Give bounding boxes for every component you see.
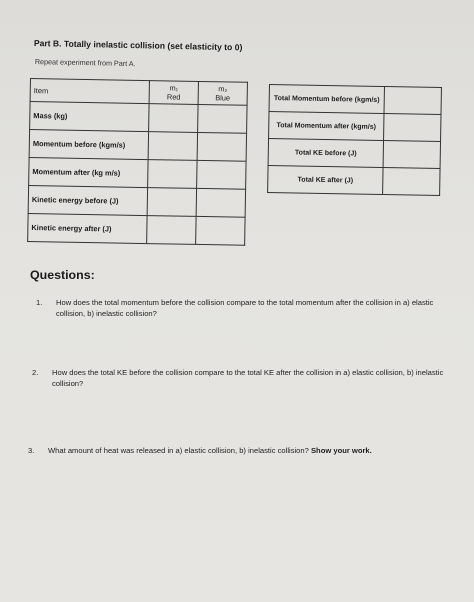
- row-label-ke-after: Kinetic energy after (J): [28, 213, 147, 243]
- row-label-total-momentum-after: Total Momentum after (kgm/s): [269, 112, 384, 141]
- total-ke-before-cell[interactable]: [383, 141, 440, 169]
- question-text: What amount of heat was released in a) elastic collision, b) inelastic collision?: [48, 446, 309, 455]
- table-row: [269, 85, 441, 115]
- mass-m2-cell[interactable]: [198, 104, 247, 133]
- individual-values-table: [27, 78, 248, 246]
- row-label-total-ke-before: Total KE before (J): [268, 139, 383, 168]
- question-number: 2.: [32, 368, 39, 377]
- question-number: 1.: [36, 298, 43, 307]
- m1-label: m₁: [169, 83, 179, 93]
- m2-color: Blue: [215, 93, 231, 103]
- table-row: [269, 112, 441, 142]
- header-m2: [198, 81, 247, 105]
- question-text: How does the total KE before the collision compare to the total KE after the collision in a) elastic collision, b) inelastic collision?: [52, 368, 444, 388]
- question-number: 3.: [28, 446, 35, 455]
- question-emphasis: Show your work.: [310, 446, 372, 455]
- ke-before-m2-cell[interactable]: [196, 188, 245, 217]
- momentum-before-m2-cell[interactable]: [197, 132, 246, 161]
- row-label-total-ke-after: Total KE after (J): [268, 165, 383, 194]
- question-3: [28, 446, 448, 457]
- table-row: [29, 157, 246, 189]
- row-label-mass: Mass (kg): [30, 102, 149, 132]
- total-ke-after-cell[interactable]: [383, 168, 440, 196]
- ke-after-m2-cell[interactable]: [196, 216, 245, 245]
- total-momentum-before-cell[interactable]: [384, 87, 441, 115]
- m1-color: Red: [166, 92, 181, 102]
- table-row: [29, 130, 246, 162]
- questions-heading: Questions:: [30, 268, 95, 282]
- table-row: [28, 213, 245, 245]
- table-row: [28, 185, 245, 217]
- row-label-momentum-before: Momentum before (kgm/s): [29, 130, 148, 160]
- table-row: [268, 139, 440, 169]
- ke-before-m1-cell[interactable]: [147, 188, 196, 217]
- question-text: How does the total momentum before the collision compare to the total momentum after the collision in a) elastic collision, b) inelastic collision?: [56, 298, 434, 318]
- momentum-before-m1-cell[interactable]: [148, 132, 197, 161]
- total-momentum-after-cell[interactable]: [384, 114, 441, 142]
- header-item: Item: [30, 79, 149, 104]
- instruction-text: Repeat experiment from Part A.: [34, 57, 136, 69]
- question-2: [32, 368, 448, 389]
- row-label-momentum-after: Momentum after (kg m/s): [29, 157, 148, 187]
- ke-after-m1-cell[interactable]: [147, 216, 196, 245]
- mass-m1-cell[interactable]: [149, 104, 198, 133]
- totals-table: [267, 84, 442, 196]
- table-row: [268, 165, 440, 195]
- header-m1: [149, 81, 198, 105]
- momentum-after-m1-cell[interactable]: [148, 160, 197, 189]
- question-1: [36, 298, 446, 319]
- momentum-after-m2-cell[interactable]: [197, 160, 246, 189]
- table-row: [30, 102, 247, 134]
- part-title: Part B. Totally inelastic collision (set elasticity to 0): [33, 38, 243, 53]
- m2-label: m₂: [218, 84, 228, 94]
- row-label-ke-before: Kinetic energy before (J): [28, 185, 147, 215]
- row-label-total-momentum-before: Total Momentum before (kgm/s): [269, 85, 384, 114]
